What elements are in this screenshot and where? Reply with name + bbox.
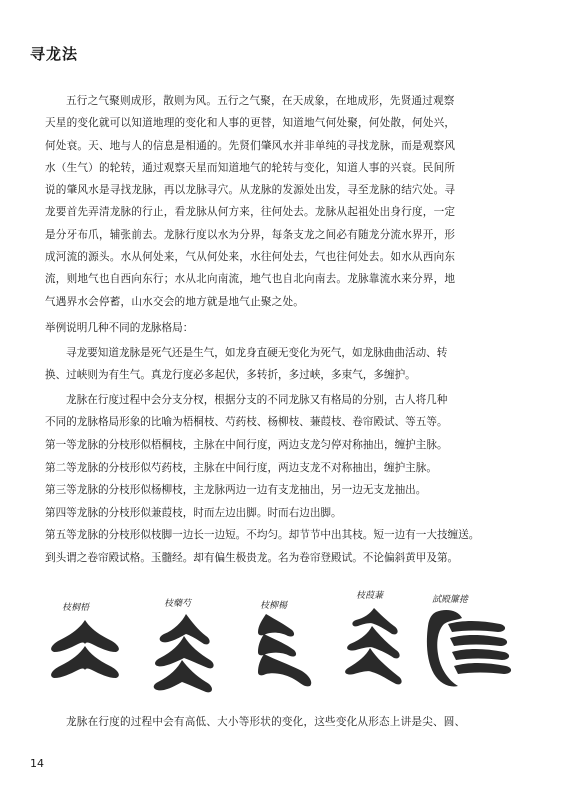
juanlian-dianshi-illustration xyxy=(418,590,528,700)
yangliu-branch-illustration xyxy=(236,590,326,700)
text-line: 寻龙要知道龙脉是死气还是生气，如龙身直硬无变化为死气，如龙脉曲曲活动、转 xyxy=(66,346,448,359)
text-line: 水（生气）的轮转，通过观察天星而知道地气的轮转与变化，知道人事的兴衰。民间所 xyxy=(45,161,456,174)
paragraph-examples xyxy=(45,317,525,570)
text-line: 说的肇风水是寻找龙脉，再以龙脉寻穴。从龙脉的发源处出发，寻至龙脉的结穴处。寻 xyxy=(45,184,456,197)
figure-label: 枝桐梧 xyxy=(62,603,90,613)
figure-label: 試殿簾捲 xyxy=(432,595,469,605)
text-line: 龙要首先弄清龙脉的行止，看龙脉从何方来，往何处去。龙脉从起祖处出身行度，一定 xyxy=(45,206,456,219)
text-line: 天星的变化就可以知道地理的变化和人事的更替，知道地气何处聚，何处散，何处兴， xyxy=(45,117,456,130)
jianjia-branch-illustration xyxy=(330,590,420,700)
figure-juanlian-dianshi xyxy=(418,590,528,700)
page-number: 14 xyxy=(30,757,44,770)
text-line: 第二等龙脉的分枝形似芍药枝，主脉在中间行度，两边支龙不对称抽出，缠护主脉。 xyxy=(45,461,437,474)
text-line: 是分牙布爪，辅张前去。龙脉行度以水为分界，每条支龙之间必有随龙分流水界开，形 xyxy=(45,228,456,241)
figure-label: 枝柳楊 xyxy=(260,601,288,611)
figure-label: 枝葭蒹 xyxy=(356,591,384,601)
text-line: 五行之气聚则成形，散则为风。五行之气聚，在天成象，在地成形，先贤通过观察 xyxy=(66,95,455,107)
text-line: 气遇界水会停蓄，山水交会的地方就是地气止聚之处。 xyxy=(45,295,305,308)
text-line: 龙脉在行度过程中会分支分杈，根据分支的不同龙脉又有格局的分别，古人将几种 xyxy=(66,393,448,406)
text-line: 第一等龙脉的分枝形似梧桐枝，主脉在中间行度，两边支龙匀停对称抽出，缠护主脉。 xyxy=(45,438,448,451)
text-line: 换、过峡则为有生气。真龙行度必多起伏，多转折，多过峡，多束气，多缠护。 xyxy=(45,369,416,382)
text-line: 不同的龙脉格局形象的比喻为梧桐枝、芍药枝、杨柳枝、蒹葭枝、卷帘殿试、等五等。 xyxy=(45,416,448,429)
page-title: 寻龙法 xyxy=(30,45,79,63)
text-line: 第三等龙脉的分枝形似杨柳枝，主龙脉两边一边有支龙抽出，另一边无支龙抽出。 xyxy=(45,484,427,497)
figure-label: 枝藥芍 xyxy=(164,599,192,609)
paragraph-shape-change xyxy=(45,711,525,733)
figure-yangliu-branch xyxy=(236,590,326,700)
figure-jianjia-branch xyxy=(330,590,420,700)
text-line: 举例说明几种不同的龙脉格局： xyxy=(45,322,194,334)
wutong-branch-illustration xyxy=(40,590,130,700)
shaoyao-branch-illustration xyxy=(138,590,228,700)
text-line: 到头谓之卷帘殿试格。玉髓经。却有偏生极贵龙。名为卷帘登殿试。不论偏斜黄甲及第。 xyxy=(45,551,459,564)
figure-wutong-branch xyxy=(40,590,130,700)
text-line: 龙脉在行度的过程中会有高低、大小等形状的变化，这些变化从形态上讲是尖、圆、 xyxy=(66,716,466,728)
text-line: 成河流的源头。水从何处来，气从何处来，水往何处去，气也往何处去。如水从西向东 xyxy=(45,251,456,264)
text-line: 第四等龙脉的分枝形似兼葭枝，时而左边出脚。时而右边出脚。 xyxy=(45,506,342,519)
paragraph-intro xyxy=(45,90,525,313)
text-line: 第五等龙脉的分枝形似枝脚一边长一边短。不均匀。却节节中出其枝。短一边有一大技缠送。 xyxy=(45,529,480,542)
figure-shaoyao-branch xyxy=(138,590,228,700)
text-line: 何处衰。天、地与人的信息是相通的。先贤们肇风水并非单纯的寻找龙脉，而是观察风 xyxy=(45,139,456,152)
text-line: 流，则地气也自西向东行；水从北向南流，地气也自北向南去。龙脉靠流水来分界，地 xyxy=(45,273,456,286)
